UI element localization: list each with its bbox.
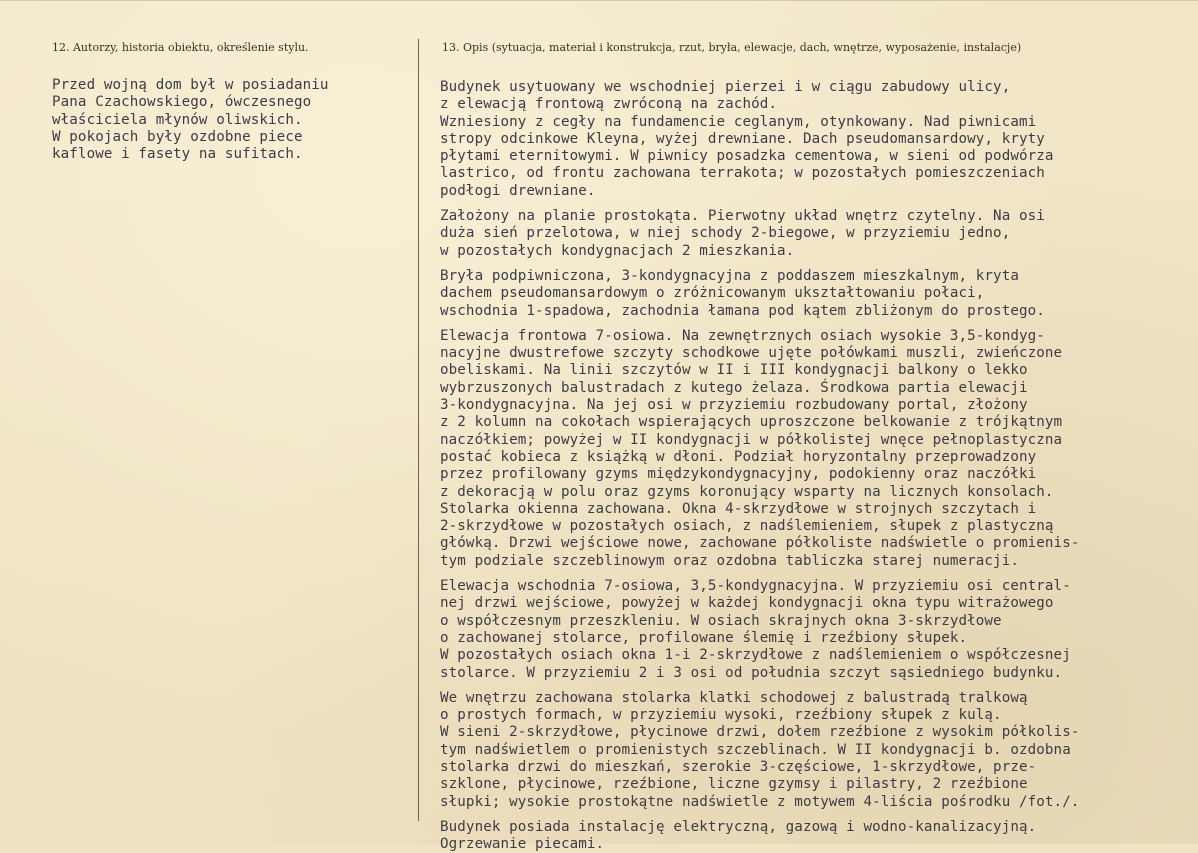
text-line: Elewacja frontowa 7-osiowa. Na zewnętrznych osiach wysokie 3,5-kondyg- [440, 327, 1045, 344]
text-line: z elewacją frontową zwróconą na zachód. [440, 96, 778, 113]
text-line: We wnętrzu zachowana stolarka klatki schodowej z balustradą tralkową [440, 689, 1028, 706]
description-text [440, 79, 1190, 853]
text-line: wybrzuszonych balustradach z kutego żelaza. Środkowa partia elewacji [440, 379, 1028, 396]
text-line: z dekoracją w polu oraz gzyms koronujący wsparty na licznych konsolach. [440, 483, 1054, 500]
text-line: 3-kondygnacyjna. Na jej osi w przyziemiu rozbudowany portal, złożony [440, 397, 1028, 414]
section-12-heading: 12. Autorzy, historia obiektu, określenie stylu. [52, 41, 309, 54]
text-line: dachem pseudomansardowym o zróżnicowanym ukształtowaniu połaci, [440, 285, 985, 302]
text-line: nacyjne dwustrefowe szczyty schodkowe ujęte połówkami muszli, zwieńczone [440, 345, 1063, 362]
text-line: nej drzwi wejściowe, powyżej w każdej kondygnacji okna typu witrażowego [440, 595, 1054, 612]
text-line: Założony na planie prostokąta. Pierwotny układ wnętrz czytelny. Na osi [440, 208, 1045, 225]
text-line: o prostych formach, w przyziemiu wysoki, rzeźbiony słupek z kulą. [440, 707, 1002, 724]
paragraph-front-elevation [440, 328, 1190, 570]
text-line: W pozostałych osiach okna 1-i 2-skrzydłowe z nadślemieniem o współczesnej [440, 647, 1071, 664]
text-line: Elewacja wschodnia 7-osiowa, 3,5-kondygnacyjna. W przyziemiu osi central- [440, 578, 1071, 595]
text-line: Budynek posiada instalację elektryczną, gazową i wodno-kanalizacyjną. [440, 818, 1037, 835]
text-line: Wzniesiony z cegły na fundamencie ceglanym, otynkowany. Nad piwnicami [440, 113, 1037, 130]
column-divider [418, 39, 419, 821]
text-line: Bryła podpiwniczona, 3-kondygnacyjna z poddaszem mieszkalnym, kryta [440, 267, 1019, 284]
text-line: o zachowanej stolarce, profilowane ślemię i rzeźbiony słupek. [440, 629, 968, 646]
text-line: 2-skrzydłowe w pozostałych osiach, z nadślemieniem, słupek z plastyczną [440, 518, 1054, 535]
text-line: o współczesnym przeszkleniu. W osiach skrajnych okna 3-skrzydłowe [440, 612, 1002, 629]
text-line: stolarka drzwi do mieszkań, szerokie 3-częściowe, 1-skrzydłowe, prze- [440, 758, 1037, 775]
paragraph-installations [440, 819, 1190, 853]
text-line: Budynek usytuowany we wschodniej pierzei i w ciągu zabudowy ulicy, [440, 79, 1011, 95]
text-line: w pozostałych kondygnacjach 2 mieszkania. [440, 242, 795, 259]
text-line: Ogrzewanie piecami. [440, 836, 605, 853]
text-line: właściciela młynów oliwskich. [52, 111, 303, 128]
text-line: słupki; wysokie prostokątne nadświetle z motywem 4-liścia pośrodku /fot./. [440, 793, 1080, 810]
text-line: przez profilowany gzyms międzykondygnacyjny, podokienny oraz naczółki [440, 466, 1037, 483]
text-line: naczółkiem; powyżej w II kondygnacji w półkolistej wnęce pełnoplastyczna [440, 431, 1063, 448]
text-line: tym nadświetlem o promienistych szczeblinach. W II kondygnacji b. ozdobna [440, 741, 1071, 758]
text-line: lastrico, od frontu zachowana terrakota; w pozostałych pomieszczeniach [440, 165, 1045, 182]
text-line: tym podziale szczeblinowym oraz ozdobna tabliczka starej numeracji. [440, 552, 1019, 569]
text-line: wschodnia 1-spadowa, zachodnia łamana pod kątem zbliżonym do prostego. [440, 302, 1045, 319]
paragraph-plan [440, 208, 1190, 260]
text-line: kaflowe i fasety na sufitach. [52, 146, 303, 163]
text-line: stolarce. W przyziemiu 2 i 3 osi od południa szczyt sąsiedniego budynku. [440, 664, 1063, 681]
section-13-heading: 13. Opis (sytuacja, materiał i konstrukcja, rzut, bryła, elewacje, dach, wnętrze, wyposażenie, instalacje) [442, 41, 1022, 54]
text-line: szklone, płycinowe, rzeźbione, liczne gzymsy i pilastry, 2 rzeźbione [440, 776, 1028, 793]
paragraph-massing [440, 268, 1190, 320]
text-line: płytami eternitowymi. W piwnicy posadzka cementowa, w sieni od podwórza [440, 148, 1054, 165]
text-line: postać kobieca z książką w dłoni. Podział horyzontalny przeprowadzony [440, 448, 1037, 465]
text-line: stropy odcinkowe Kleyna, wyżej drewniane. Dach pseudomansardowy, kryty [440, 130, 1045, 147]
text-line: główką. Drzwi wejściowe nowe, zachowane półkoliste nadświetle o promienis- [440, 535, 1080, 552]
text-line: obeliskami. Na linii szczytów w II i III kondygnacji balkony o lekko [440, 362, 1028, 379]
text-line: W sieni 2-skrzydłowe, płycinowe drzwi, dołem rzeźbione z wysokim półkolis- [440, 724, 1080, 741]
history-text [52, 77, 412, 163]
text-line: duża sień przelotowa, w niej schody 2-biegowe, w przyziemiu jedno, [440, 225, 1011, 242]
text-line: Pana Czachowskiego, ówczesnego [52, 94, 312, 111]
text-line: W pokojach były ozdobne piece [52, 128, 303, 145]
text-line: Stolarka okienna zachowana. Okna 4-skrzydłowe w strojnych szczytach i [440, 500, 1037, 517]
paragraph-east-elevation [440, 578, 1190, 682]
paragraph-interior [440, 690, 1190, 811]
paragraph-location [440, 79, 1190, 200]
text-line: Przed wojną dom był w posiadaniu [52, 77, 329, 93]
text-line: z 2 kolumn na cokołach wspierających uproszczone belkowanie z trójkątnym [440, 414, 1063, 431]
text-line: podłogi drewniane. [440, 182, 596, 199]
